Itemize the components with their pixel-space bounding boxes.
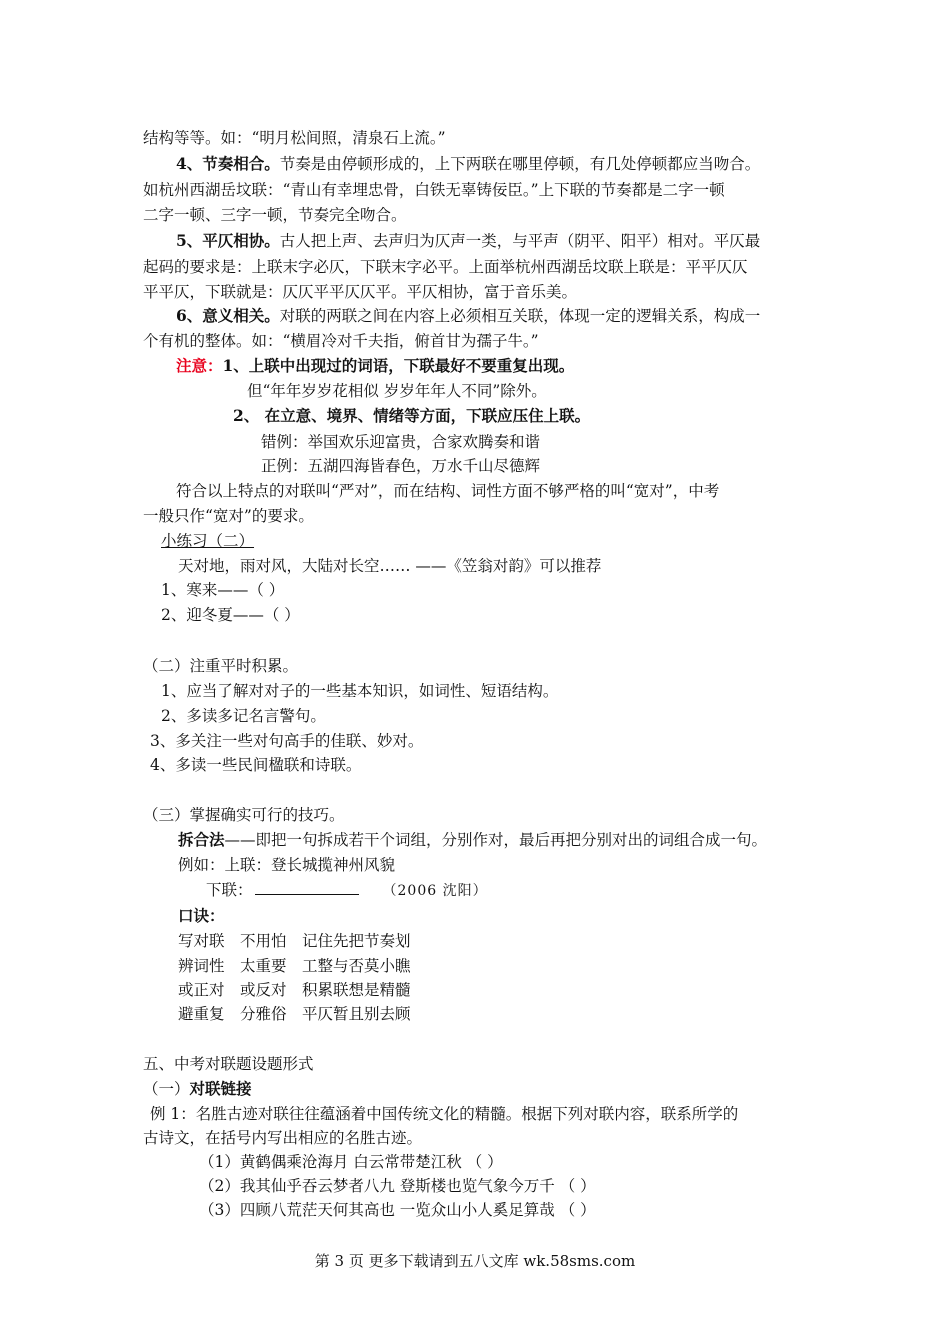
section-title: （二）注重平时积累。 xyxy=(143,657,299,675)
mnemonic-line: 辨词性 太重要 工整与否莫小瞧 xyxy=(178,957,411,975)
text-line xyxy=(176,231,760,251)
text-line: 古诗文，在括号内写出相应的名胜古迹。 xyxy=(143,1129,423,1147)
section-title: （三）掌握确实可行的技巧。 xyxy=(143,806,345,824)
list-item: 4、多读一些民间楹联和诗联。 xyxy=(150,756,362,774)
text-line: 平平仄，下联就是：仄仄平平仄仄平。平仄相协，富于音乐美。 xyxy=(143,283,578,301)
question-item: （2）我其仙乎吞云梦者八九 登斯楼也览气象今万千 （ ） xyxy=(199,1177,596,1195)
text-line xyxy=(178,830,767,850)
mnemonic-line: 避重复 分雅俗 平仄暂且别去顾 xyxy=(178,1005,411,1023)
text-line: 如杭州西湖岳坟联：“青山有幸埋忠骨，白铁无辜铸佞臣。”上下联的节奏都是二字一顿 xyxy=(143,181,725,199)
source-note: （2006 沈阳） xyxy=(382,883,488,899)
exercise-item: 2、迎冬夏——（ ） xyxy=(161,606,300,624)
text-line: 错例：举国欢乐迎富贵，合家欢腾奏和谐 xyxy=(261,433,541,451)
text-line: 但“年年岁岁花相似 岁岁年年人不同”除外。 xyxy=(247,382,547,400)
section-title xyxy=(143,1079,252,1099)
text-line: 正例：五湖四海皆春色，万水千山尽德辉 xyxy=(261,457,541,475)
section-name: 对联链接 xyxy=(189,1079,252,1098)
text-span: 对联的两联之间在内容上必须相互关联，体现一定的逻辑关系，构成一 xyxy=(279,307,761,325)
section-heading: 4、节奏相合。 xyxy=(176,154,280,173)
text-line: 例 1：名胜古迹对联往往蕴涵着中国传统文化的精髓。根据下列对联内容，联系所学的 xyxy=(150,1105,739,1123)
text-span: ——即把一句拆成若干个词组，分别作对，最后再把分别对出的词组合成一句。 xyxy=(224,831,768,849)
text-line: 起码的要求是：上联末字必仄，下联末字必平。上面举杭州西湖岳坟联上联是：平平仄仄 xyxy=(143,258,748,276)
note-text: 1、上联中出现过的词语，下联最好不要重复出现。 xyxy=(222,356,575,375)
text-line: 个有机的整体。如：“横眉冷对千夫指，俯首甘为孺子牛。” xyxy=(143,332,539,350)
text-line: 符合以上特点的对联叫“严对”，而在结构、词性方面不够严格的叫“宽对”，中考 xyxy=(176,482,720,500)
text-line xyxy=(176,306,760,326)
exercise-title: 小练习（二） xyxy=(161,532,255,550)
list-item: 3、多关注一些对句高手的佳联、妙对。 xyxy=(150,732,424,750)
page-footer: 第 3 页 更多下载请到五八文库 wk.58sms.com xyxy=(314,1252,636,1270)
exercise-item: 1、寒来——（ ） xyxy=(161,581,285,599)
text-line: 一般只作“宽对”的要求。 xyxy=(143,507,314,525)
mnemonic-line: 或正对 或反对 积累联想是精髓 xyxy=(178,981,411,999)
section-heading: 6、意义相关。 xyxy=(176,306,280,325)
mnemonic-title: 口诀： xyxy=(178,906,225,925)
section-heading: 5、平仄相协。 xyxy=(176,231,280,250)
note-line xyxy=(176,356,574,376)
answer-blank xyxy=(255,880,359,895)
note-line: 2、 在立意、境界、情绪等方面，下联应压住上联。 xyxy=(233,406,591,425)
text-line: 例如：上联：登长城揽神州风貌 xyxy=(178,856,396,874)
technique-name: 拆合法 xyxy=(178,830,225,849)
text-line: 天对地，雨对风，大陆对长空…… ——《笠翁对韵》可以推荐 xyxy=(178,557,602,575)
chapter-title: 五、中考对联题设题形式 xyxy=(143,1055,314,1073)
text-span: 古人把上声、去声归为仄声一类，与平声（阴平、阳平）相对。平仄最 xyxy=(279,232,761,250)
text-line xyxy=(176,154,760,174)
section-number: （一） xyxy=(143,1080,190,1098)
mnemonic-line: 写对联 不用怕 记住先把节奏划 xyxy=(178,932,411,950)
list-item: 1、应当了解对对子的一些基本知识，如词性、短语结构。 xyxy=(161,682,559,700)
question-item: （1）黄鹤偶乘沧海月 白云常带楚江秋 （ ） xyxy=(199,1153,503,1171)
answer-line xyxy=(206,880,488,901)
note-label: 注意： xyxy=(176,356,223,375)
text-span: 节奏是由停顿形成的，上下两联在哪里停顿，有几处停顿都应当吻合。 xyxy=(279,155,761,173)
answer-label: 下联： xyxy=(206,881,253,899)
question-item: （3）四顾八荒茫天何其高也 一览众山小人奚足算哉 （ ） xyxy=(199,1201,596,1219)
text-line: 二字一顿、三字一顿，节奏完全吻合。 xyxy=(143,206,407,224)
list-item: 2、多读多记名言警句。 xyxy=(161,707,326,725)
text-line: 结构等等。如：“明月松间照，清泉石上流。” xyxy=(143,129,446,147)
